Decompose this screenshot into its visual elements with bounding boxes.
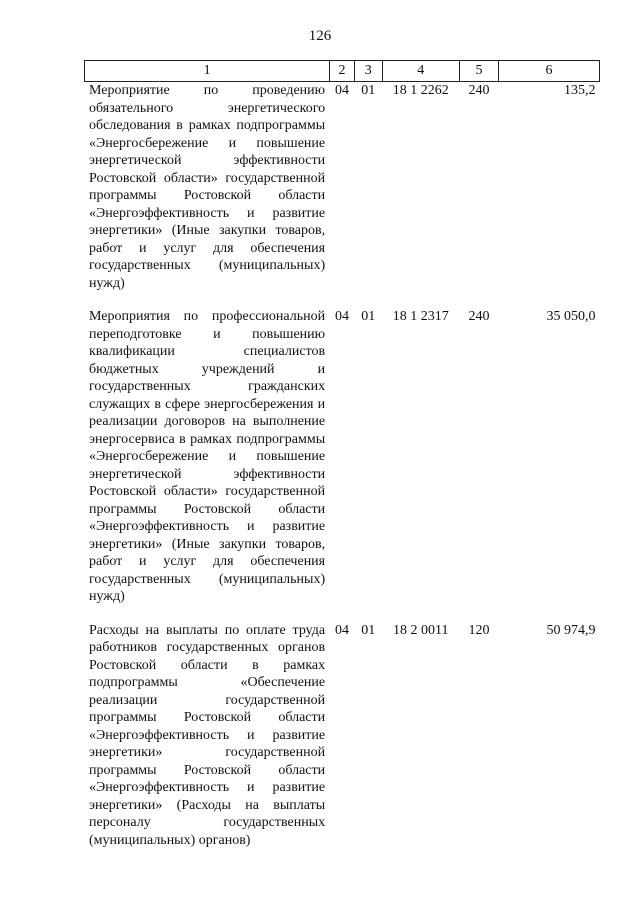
row-expense-type: 240 [468,83,490,98]
row-subsection: 01 [361,83,376,98]
row-target-article: 18 1 2262 [392,83,449,98]
row-target-article: 18 1 2317 [392,309,449,324]
table-row [85,622,600,866]
row-section: 04 [334,309,349,324]
page-number: 126 [308,28,332,44]
row-expense-type: 120 [468,622,490,638]
header-col-5: 5 [459,61,498,82]
table-body [85,82,600,866]
row-description: Расходы на выплаты по оплате труда работников государственных органов Ростовской области в рамках подпрограммы «Обеспечение реализации государственной программы Ростовской области «Энергоэффективность и развитие энергетики» государственной программы Ростовской области «Энергоэффективность и развитие энергетики» (Расходы на выплаты персоналу государственных (муниципальных) органов) [89,622,326,848]
table-header [85,61,600,82]
table-row [85,308,600,622]
row-description: Мероприятие по проведению обязательного энергетического обследования в рамках подпрограммы «Энергосбережение и повышение энергетической эффективности Ростовской области» государственной программы Ростовской области «Энергоэффективность и развитие энергетики» (Иные закупки товаров, работ и услуг для обеспечения государственных (муниципальных) нужд) [89,83,326,291]
header-col-4: 4 [382,61,459,82]
row-description: Мероприятия по профессиональной переподготовке и повышению квалификации специалистов бюджетных учреждений и государственных гражданских служащих в сфере энергосбережения и реализации договоров на выполнение энергосервиса в рамках подпрограммы «Энергосбережение и повышение энергетической эффективности Ростовской области» государственной программы Ростовской области «Энергоэффективность и развитие энергетики» (Иные закупки товаров, работ и услуг для обеспечения государственных (муниципальных) нужд) [89,309,326,604]
header-col-3: 3 [354,61,382,82]
header-row [85,61,600,82]
row-section: 04 [334,83,349,98]
row-amount: 135,2 [564,83,596,98]
row-amount: 50 974,9 [546,622,596,638]
row-subsection: 01 [361,622,376,638]
row-amount: 35 050,0 [546,309,596,324]
row-target-article: 18 2 0011 [393,622,449,638]
header-col-1: 1 [85,61,330,82]
budget-table [84,60,600,865]
header-col-2: 2 [330,61,355,82]
header-col-6: 6 [499,61,600,82]
table-row [85,82,600,309]
row-section: 04 [334,622,349,638]
row-subsection: 01 [361,309,376,324]
row-expense-type: 240 [468,309,490,324]
